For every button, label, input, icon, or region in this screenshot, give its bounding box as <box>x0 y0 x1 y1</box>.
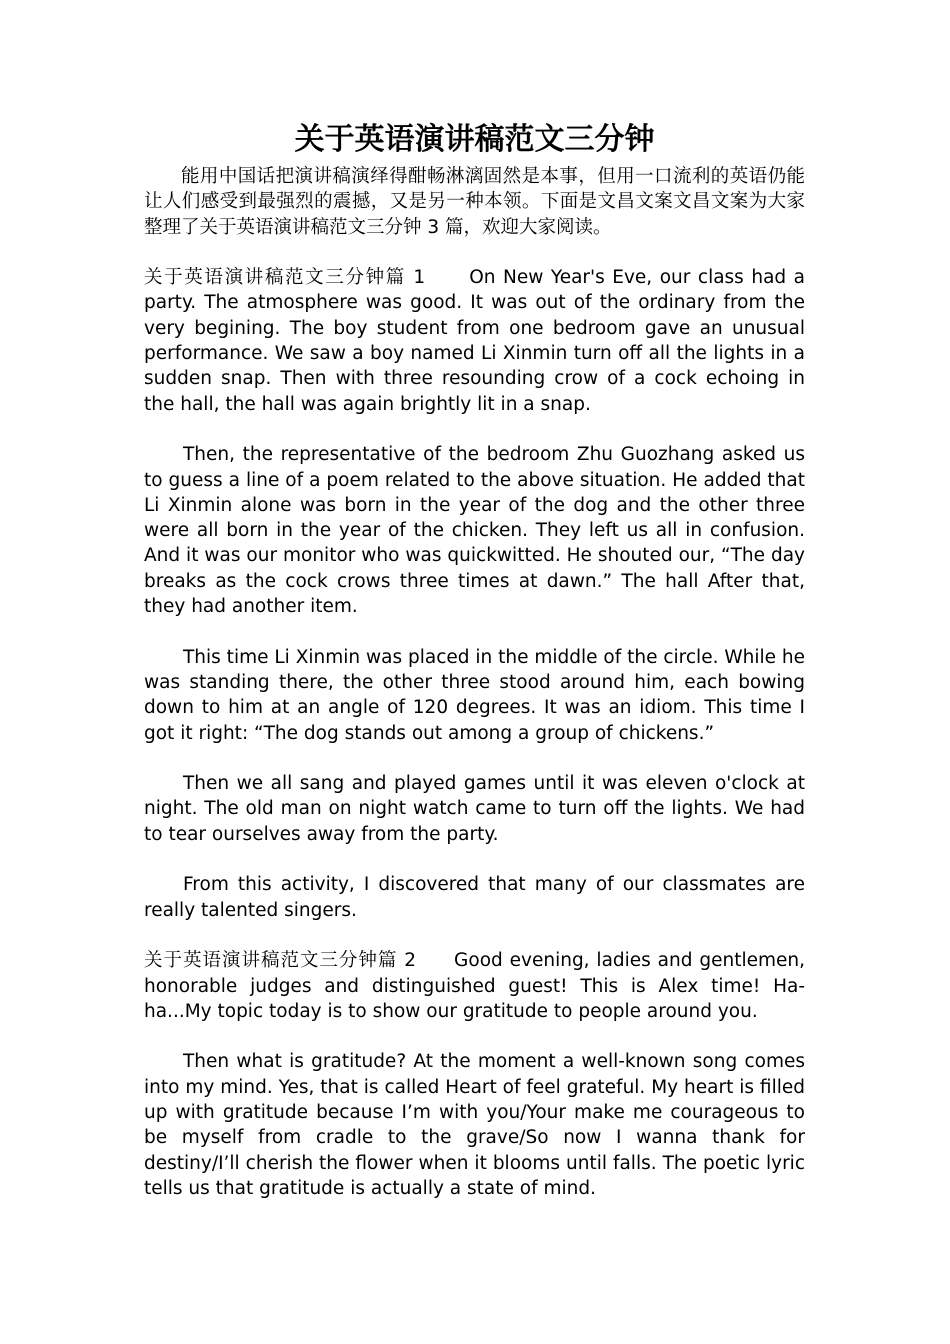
section2-paragraph-2: Then what is gratitude? At the moment a well-known song comes into my mind. Yes, that is called Heart of feel grateful. My heart is filled up with gratitude because I’m with you/Your make me courageous to be myself from cradle to the grave/So now I wanna thank for destiny/I’ll cherish the flower when it blooms until falls. The poetic lyric tells us that gratitude is actually a state of mind. <box>144 1051 805 1199</box>
paragraph-gap <box>144 417 805 442</box>
paragraph-gap <box>144 923 805 948</box>
section1-paragraph-2: Then, the representative of the bedroom Zhu Guozhang asked us to guess a line of a poem related to the above situation. He added that Li Xinmin alone was born in the year of the dog and the other three were all born in the year of the chicken. They left us all in confusion. And it was our monitor who was quickwitted. He shouted our, “The day breaks as the cock crows three times at dawn.” The hall After that, they had another item. <box>144 444 805 618</box>
document-page <box>144 118 805 1201</box>
intro-paragraph: 能用中国话把演讲稿演绎得酣畅淋漓固然是本事，但用一口流利的英语仍能让人们感受到最强烈的震撼，又是另一种本领。下面是文昌文案文昌文案为大家整理了关于英语演讲稿范文三分钟 3 篇，欢迎大家阅读。 <box>144 166 805 238</box>
paragraph-gap <box>144 847 805 872</box>
section2-paragraph-1 <box>144 948 805 1024</box>
section1-paragraph-4: Then we all sang and played games until it was eleven o'clock at night. The old man on night watch came to turn off the lights. We had to tear ourselves away from the party. <box>144 773 805 845</box>
paragraph-gap <box>144 619 805 644</box>
section1-paragraph-1 <box>144 265 805 417</box>
paragraph-gap <box>144 240 805 265</box>
section1-paragraph-5: From this activity, I discovered that many of our classmates are really talented singers. <box>144 874 805 921</box>
section1-heading: 关于英语演讲稿范文三分钟篇 1 <box>144 267 426 289</box>
paragraph-gap <box>144 746 805 771</box>
section1-paragraph-3: This time Li Xinmin was placed in the middle of the circle. While he was standing there, the other three stood around him, each bowing down to him at an angle of 120 degrees. It was an idiom. This time I got it right: “The dog stands out among a group of chickens.” <box>144 646 805 744</box>
section1-p1-text: On New Year's Eve, our class had a party. The atmosphere was good. It was out of the ordinary from the very begining. The boy student from one bedroom gave an unusual performance. We saw a boy named Li Xinmin turn off all the lights in a sudden snap. Then with three resounding crow of a cock echoing in the hall, the hall was again brightly lit in a snap. <box>144 267 806 415</box>
document-title: 关于英语演讲稿范文三分钟 <box>294 122 655 157</box>
paragraph-gap <box>144 1024 805 1049</box>
section2-heading: 关于英语演讲稿范文三分钟篇 2 <box>144 950 417 972</box>
section2-p1-text: Good evening, ladies and gentlemen, honorable judges and distinguished guest! This is Alex time! Ha-ha...My topic today is to show our gratitude to people around you. <box>144 950 805 1022</box>
